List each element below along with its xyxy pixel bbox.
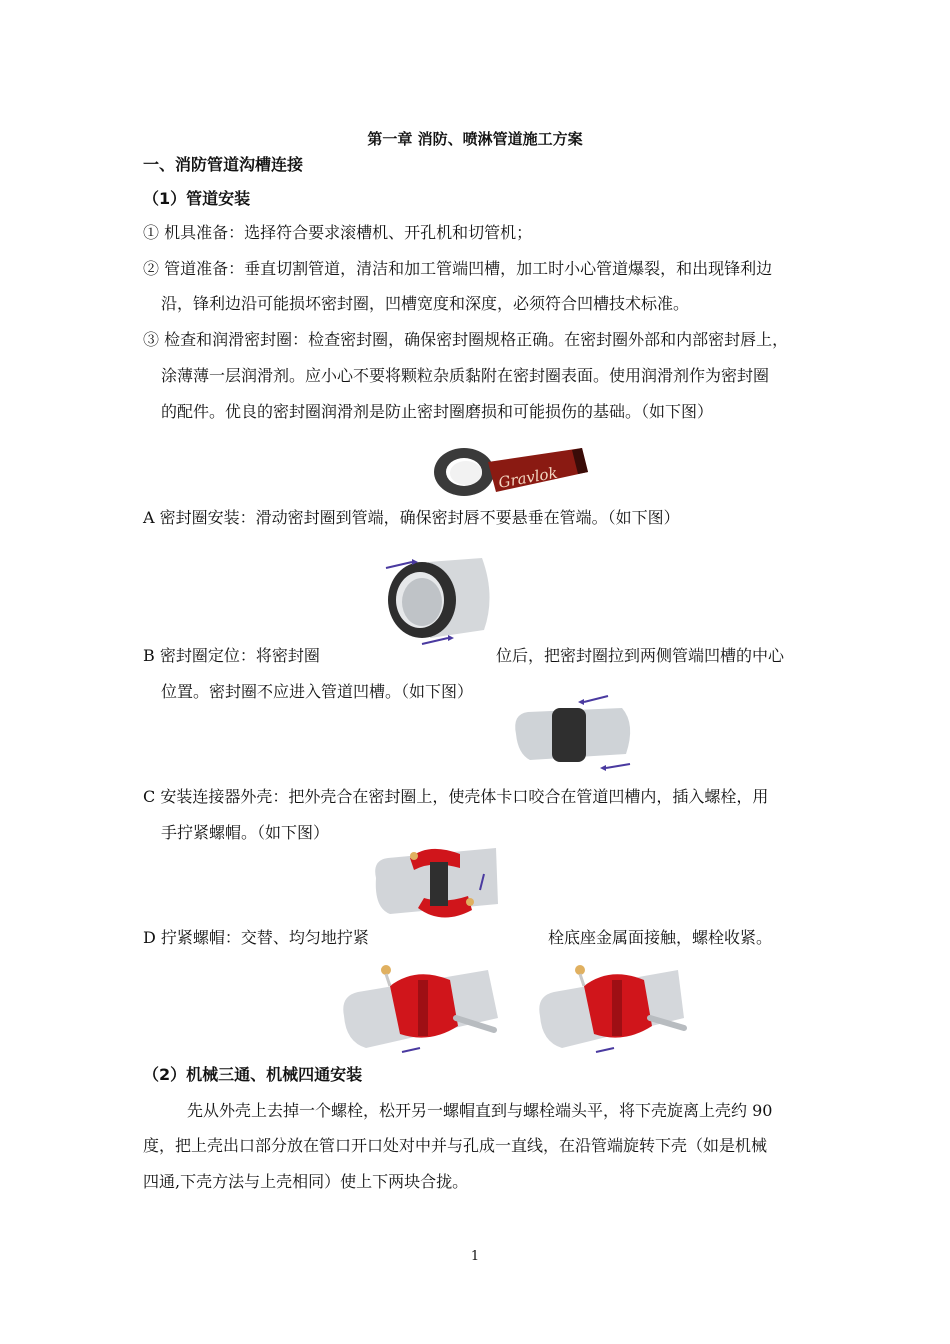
step-3-line-1: ③ 检查和润滑密封圈：检查密封圈，确保密封圈规格正确。在密封圈外部和内部密封唇上， (143, 330, 789, 349)
step-B-line-1a: B 密封圈定位：将密封圈 (143, 646, 320, 665)
lubricant-brand-label: Gravlok (497, 463, 559, 492)
page-number: 1 (470, 1249, 480, 1264)
step-B-line-1b: 位后，把密封圈拉到两侧管端凹槽的中心 (496, 646, 785, 665)
step-1-text: ① 机具准备：选择符合要求滚槽机、开孔机和切管机； (143, 223, 533, 242)
paragraph-line-2: 度，把上壳出口部分放在管口开口处对中并与孔成一直线，在沿管端旋转下壳（如是机械 (143, 1136, 768, 1155)
paragraph-line-3: 四通,下壳方法与上壳相同）使上下两块合拢。 (143, 1172, 469, 1191)
step-2-line-1: ② 管道准备：垂直切割管道，清洁和加工管端凹槽，加工时小心管道爆裂，和出现锋利边 (143, 259, 773, 278)
housing-install-image (368, 838, 504, 928)
gasket-install-image (378, 556, 498, 648)
page-title: 第一章 消防、喷淋管道施工方案 (367, 130, 583, 148)
paragraph-line-1: 先从外壳上去掉一个螺栓，松开另一螺帽直到与螺栓端头平，将下壳旋离上壳约 90 (187, 1101, 773, 1120)
step-D-text-b: 栓底座金属面接触，螺栓收紧。 (548, 928, 773, 947)
coupling-tighten-images (338, 956, 688, 1060)
subsection-heading-pipe-install: （1）管道安装 (143, 189, 251, 208)
step-A-text: A 密封圈安装：滑动密封圈到管端，确保密封唇不要悬垂在管端。（如下图） (143, 508, 680, 527)
coupling-right-image (539, 965, 684, 1052)
step-C-line-1: C 安装连接器外壳：把外壳合在密封圈上，使壳体卡口咬合在管道凹槽内，插入螺栓，用 (143, 787, 769, 806)
step-3-line-3: 的配件。优良的密封圈润滑剂是防止密封圈磨损和可能损伤的基础。（如下图） (161, 402, 714, 421)
step-2-line-2: 沿，锋利边沿可能损坏密封圈，凹槽宽度和深度，必须符合凹槽技术标准。 (161, 294, 690, 313)
step-C-line-2: 手拧紧螺帽。（如下图） (161, 823, 330, 842)
gasket-lubricant-image (432, 442, 592, 500)
section-heading: 一、消防管道沟槽连接 (143, 155, 304, 174)
gasket-position-image (512, 694, 636, 776)
step-3-line-2: 涂薄薄一层润滑剂。应小心不要将颗粒杂质黏附在密封圈表面。使用润滑剂作为密封圈 (161, 366, 770, 385)
coupling-left-image (343, 965, 498, 1052)
step-B-line-2: 位置。密封圈不应进入管道凹槽。（如下图） (161, 682, 474, 701)
subsection-heading-mechanical-tee: （2）机械三通、机械四通安装 (143, 1065, 363, 1084)
step-D-text-a: D 拧紧螺帽：交替、均匀地拧紧 (143, 928, 369, 947)
